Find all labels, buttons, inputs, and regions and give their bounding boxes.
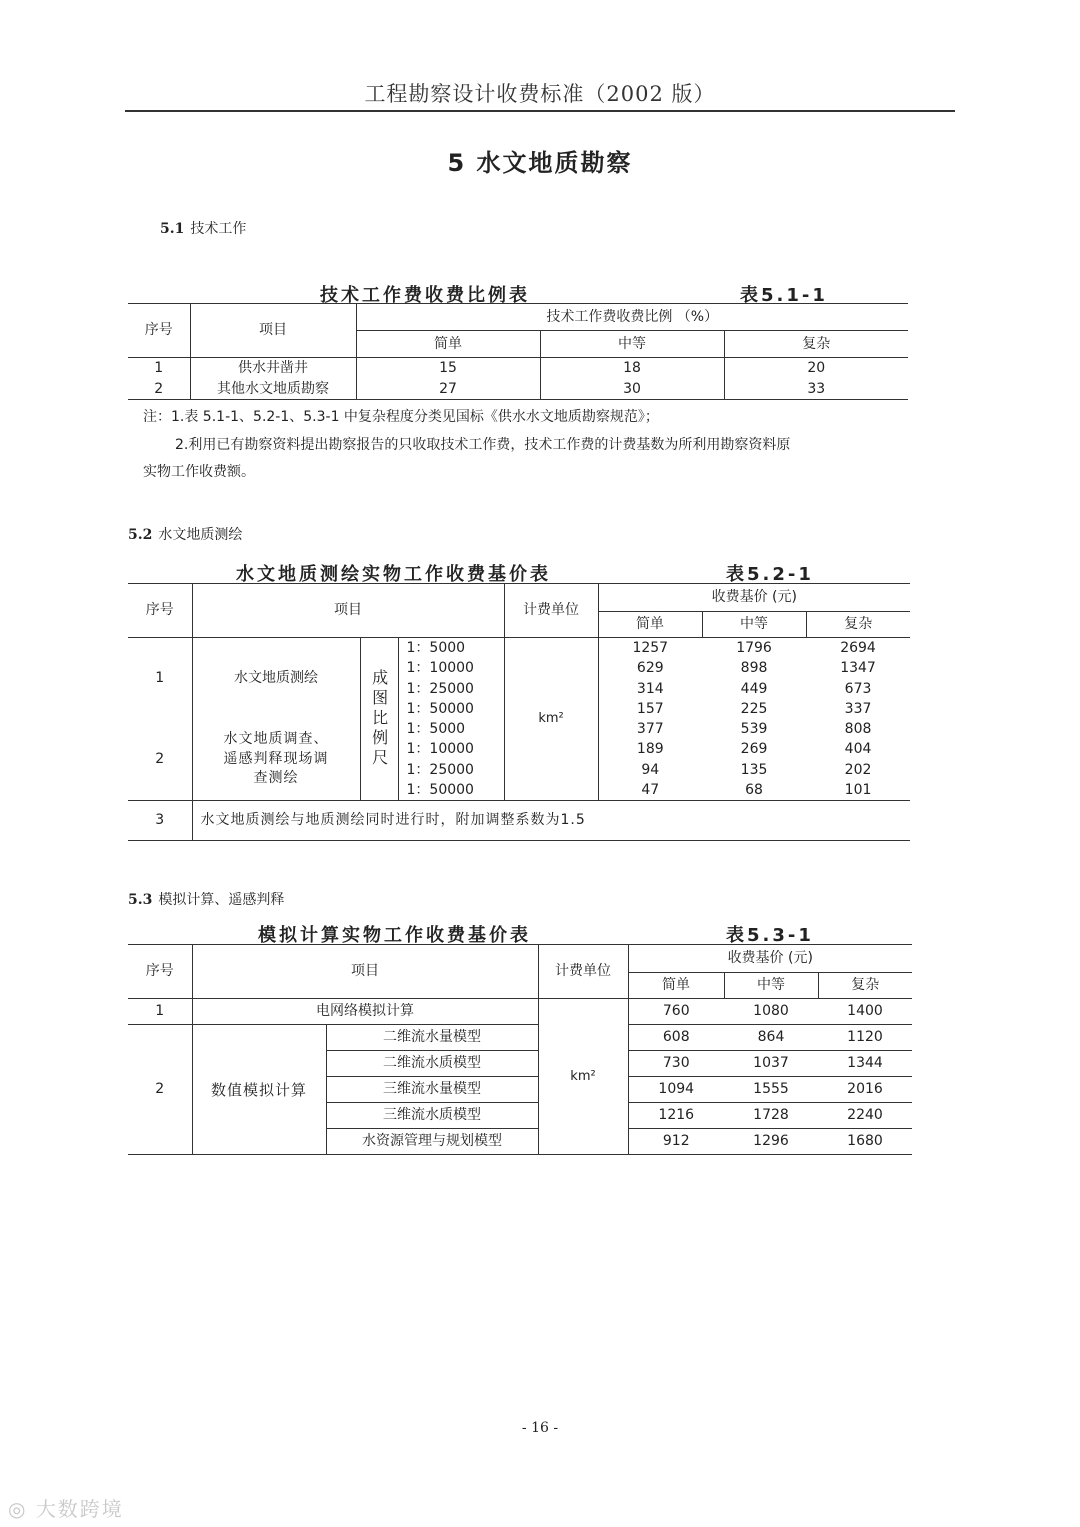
fee-value-complex: 101	[844, 782, 872, 799]
row-groups-item	[192, 638, 360, 801]
fee-value-medium: 225	[740, 700, 768, 717]
header-group: 技术工作费收费比例 （%）	[356, 304, 908, 331]
cell-medium: 1728	[724, 1103, 818, 1129]
scale-value: 1：25000	[406, 680, 474, 697]
row-groups-no	[128, 638, 192, 801]
cell-text: 水文地质测绘与地质测绘同时进行时，附加调整系数为1.5	[192, 801, 910, 841]
cell-subitem: 三维流水质模型	[326, 1103, 538, 1129]
cell-item: 其他水文地质勘察	[190, 380, 356, 400]
header-item: 项目	[190, 304, 356, 358]
cell-medium: 1037	[724, 1051, 818, 1077]
cell-complex: 2016	[818, 1077, 912, 1103]
header-simple: 简单	[628, 973, 724, 999]
cell-no: 1	[154, 360, 164, 377]
table-number: 表5.1-1	[740, 285, 828, 306]
cell-no: 2	[154, 380, 164, 397]
header-group: 收费基价 (元)	[628, 945, 912, 973]
header-complex: 复杂	[818, 973, 912, 999]
cell-no: 2	[155, 751, 165, 768]
cell-unit: km²	[504, 638, 598, 801]
fee-value-simple: 629	[636, 660, 664, 677]
section-title: 模拟计算、遥感判释	[158, 892, 285, 908]
cell-simple: 1094	[628, 1077, 724, 1103]
section-heading-5-3	[128, 889, 284, 909]
header-complex: 复杂	[724, 331, 908, 358]
section-title: 水文地质测绘	[158, 527, 243, 543]
simulation-fee-table	[128, 944, 912, 1155]
scale-value: 1：5000	[406, 721, 466, 738]
scale-value: 1：50000	[406, 700, 474, 717]
table-row	[128, 801, 910, 841]
fee-value-complex: 202	[844, 761, 872, 778]
fee-value-complex: 673	[844, 680, 872, 697]
cell-simple: 15	[356, 358, 540, 380]
header-item: 项目	[192, 584, 504, 638]
fee-value-complex: 1347	[840, 660, 876, 677]
cell-item: 供水井凿井	[190, 358, 356, 380]
section-number: 5.3	[128, 892, 153, 908]
running-header: 工程勘察设计收费标准（2002 版）	[364, 82, 716, 106]
cell-subitem: 三维流水量模型	[326, 1077, 538, 1103]
table-row	[128, 380, 908, 400]
fee-value-simple: 189	[636, 741, 664, 758]
scale-value: 1：25000	[406, 761, 474, 778]
cell-no: 2	[155, 1081, 165, 1098]
cell-subitem: 二维流水量模型	[326, 1025, 538, 1051]
cell-simple: 1216	[628, 1103, 724, 1129]
fee-value-simple: 94	[641, 761, 660, 778]
table-note-3: 实物工作收费额。	[143, 464, 255, 480]
simple-column	[598, 638, 702, 801]
table-row	[128, 1025, 912, 1051]
fee-value-medium: 1796	[736, 640, 772, 656]
cell-complex: 1120	[818, 1025, 912, 1051]
fee-value-complex: 808	[844, 721, 872, 738]
fee-value-complex: 2694	[840, 640, 876, 656]
header-item: 项目	[192, 945, 538, 999]
fee-value-medium: 898	[740, 660, 768, 677]
scale-value: 1：50000	[406, 782, 474, 799]
header-medium: 中等	[724, 973, 818, 999]
table-note-1: 注：1.表 5.1-1、5.2-1、5.3-1 中复杂程度分类见国标《供水水文地质勘察规范》；	[143, 409, 659, 425]
cell-medium: 30	[540, 380, 724, 400]
fee-value-complex: 404	[844, 741, 872, 758]
table-caption: 技术工作费收费比例表	[320, 285, 530, 306]
fee-value-medium: 539	[740, 721, 768, 738]
header-group: 收费基价 (元)	[598, 584, 910, 612]
cell-complex: 1680	[847, 1133, 883, 1150]
complex-column	[806, 638, 910, 801]
cell-item: 水文地质调查、遥感判释现场调查测绘	[223, 731, 329, 787]
table-row	[128, 999, 912, 1025]
header-unit: 计费单位	[538, 945, 628, 999]
table-number: 表5.3-1	[726, 925, 814, 946]
scale-value: 1：10000	[406, 660, 474, 677]
watermark-text: 大数跨境	[35, 1497, 124, 1521]
header-rule	[125, 110, 955, 112]
cell-complex: 2240	[818, 1103, 912, 1129]
table-caption: 模拟计算实物工作收费基价表	[258, 925, 531, 946]
header-no: 序号	[128, 304, 190, 358]
cell-simple: 27	[356, 380, 540, 400]
cell-medium: 18	[540, 358, 724, 380]
watermark-logo-icon: ◎	[8, 1497, 28, 1521]
section-heading-5-2	[128, 524, 242, 544]
header-medium: 中等	[702, 612, 806, 638]
cell-complex: 1400	[818, 999, 912, 1025]
fee-value-simple: 1257	[632, 640, 669, 656]
chapter-title: 5 水文地质勘察	[447, 149, 633, 177]
table-note-2: 2.利用已有勘察资料提出勘察报告的只收取技术工作费，技术工作费的计费基数为所利用勘察资料原	[175, 437, 791, 453]
cell-medium: 864	[724, 1025, 818, 1051]
cell-unit: km²	[538, 999, 628, 1155]
watermark	[8, 1493, 124, 1522]
fee-value-simple: 377	[636, 721, 664, 738]
cell-simple: 760	[628, 999, 724, 1025]
header-simple: 简单	[598, 612, 702, 638]
cell-simple: 608	[628, 1025, 724, 1051]
scale-value: 1：10000	[406, 741, 474, 758]
fee-value-medium: 269	[740, 741, 768, 758]
cell-subitem: 水资源管理与规划模型	[326, 1129, 538, 1155]
fee-value-simple: 157	[636, 700, 664, 717]
cell-simple: 912	[628, 1129, 724, 1155]
table-row	[128, 358, 908, 380]
header-simple: 简单	[356, 331, 540, 358]
scale-label: 成图比例尺	[360, 638, 398, 801]
fee-value-simple: 314	[636, 680, 664, 697]
table-caption: 水文地质测绘实物工作收费基价表	[236, 564, 551, 585]
mapping-fee-table	[128, 583, 910, 841]
fee-value-complex: 337	[844, 700, 872, 717]
fee-value-medium: 135	[740, 761, 768, 778]
header-unit: 计费单位	[504, 584, 598, 638]
scale-column	[398, 638, 504, 801]
cell-no: 3	[155, 812, 165, 829]
header-complex: 复杂	[806, 612, 910, 638]
cell-item: 电网络模拟计算	[192, 999, 538, 1025]
cell-medium: 1296	[753, 1133, 789, 1150]
header-medium: 中等	[540, 331, 724, 358]
header-no: 序号	[128, 945, 192, 999]
cell-simple: 730	[628, 1051, 724, 1077]
section-heading-5-1	[160, 218, 246, 238]
cell-complex: 1344	[818, 1051, 912, 1077]
fee-value-medium: 449	[740, 680, 768, 697]
page-number: - 16 -	[521, 1420, 559, 1436]
cell-complex: 20	[724, 358, 908, 380]
section-number: 5.2	[128, 527, 153, 543]
medium-column	[702, 638, 806, 801]
section-title: 技术工作	[190, 221, 247, 237]
cell-no: 1	[128, 999, 192, 1025]
cell-complex: 33	[724, 380, 908, 400]
cell-medium: 1080	[724, 999, 818, 1025]
cell-subitem: 二维流水质模型	[326, 1051, 538, 1077]
fee-value-medium: 68	[745, 782, 763, 799]
fee-value-simple: 47	[641, 782, 660, 799]
cell-no: 1	[155, 670, 165, 687]
fee-ratio-table	[128, 303, 908, 400]
section-number: 5.1	[160, 221, 185, 237]
cell-item: 数值模拟计算	[192, 1025, 326, 1155]
header-no: 序号	[128, 584, 192, 638]
table-number: 表5.2-1	[726, 564, 814, 585]
scale-value: 1：5000	[406, 640, 466, 656]
cell-medium: 1555	[724, 1077, 818, 1103]
cell-item: 水文地质测绘	[234, 670, 318, 687]
